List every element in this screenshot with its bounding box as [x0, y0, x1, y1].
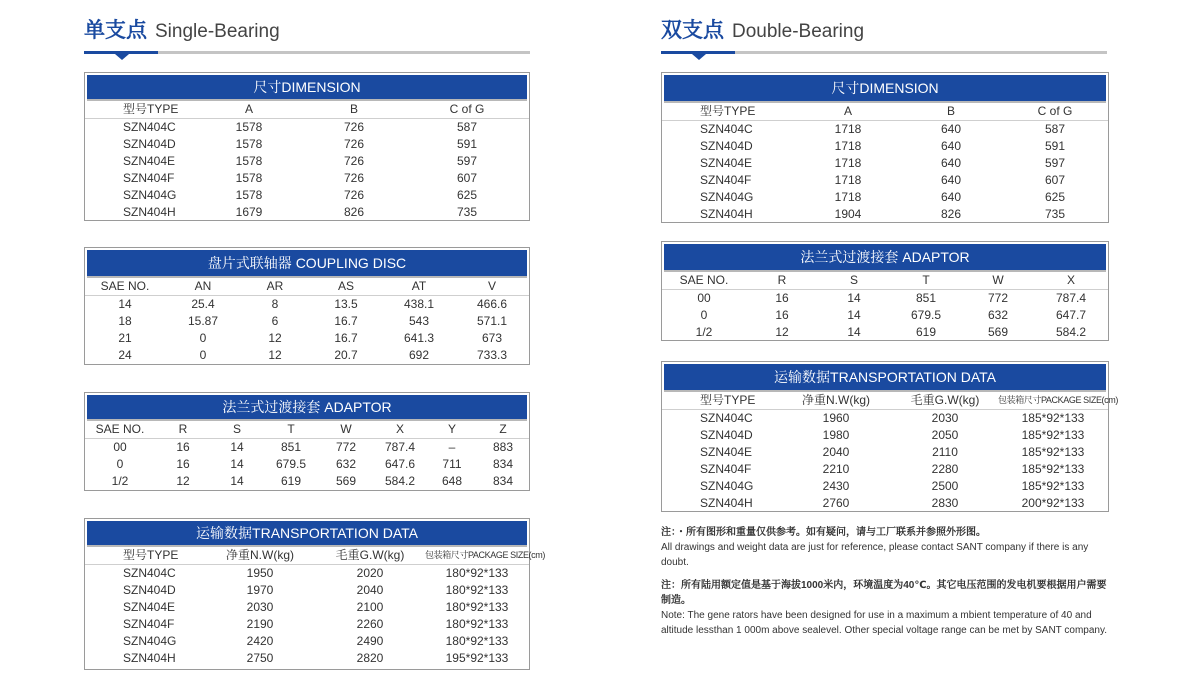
table-cell: 1980	[822, 428, 850, 442]
column-header: Y	[427, 421, 477, 439]
table-cell: SZN404F	[700, 173, 752, 187]
column-header: 包装箱尺寸PACKAGE SIZE(cm)	[998, 392, 1108, 410]
column-header: 型号TYPE	[662, 103, 796, 121]
table-cell: 640	[940, 173, 962, 187]
table-cell: 1970	[246, 583, 274, 597]
column-header: W	[962, 272, 1034, 290]
coupling-body	[85, 278, 529, 364]
column-header: V	[455, 278, 529, 296]
table-title: 运输数据TRANSPORTATION DATA	[87, 521, 527, 547]
table-cell: SZN404G	[700, 190, 754, 204]
note-2-zh: 注：所有陆用额定值是基于海拔1000米内，环境温度为40℃。其它电压范围的发电机要根据用户需要制造。	[661, 580, 1107, 606]
table-cell: 726	[343, 154, 365, 168]
table-cell: 619	[280, 474, 302, 488]
table-cell: 1578	[235, 137, 263, 151]
table-cell: 826	[940, 207, 962, 221]
table-row	[662, 138, 1108, 155]
table-cell: 625	[456, 188, 478, 202]
table-cell: SZN404D	[123, 583, 176, 597]
table-row	[85, 313, 529, 330]
table-row	[662, 121, 1108, 139]
notes	[661, 525, 1109, 646]
table-cell: SZN404C	[700, 122, 753, 136]
table-cell: 2030	[931, 411, 959, 425]
heading-en: Single-Bearing	[155, 21, 280, 42]
column-header: R	[155, 421, 211, 439]
table-grid	[85, 421, 529, 490]
table-title: 尺寸DIMENSION	[87, 75, 527, 101]
table-cell: 1960	[822, 411, 850, 425]
table-cell: 597	[1044, 156, 1066, 170]
table-title: 法兰式过渡接套 ADAPTOR	[664, 244, 1106, 272]
table-row	[85, 473, 529, 490]
table-cell: 2420	[246, 634, 274, 648]
column-header: SAE NO.	[662, 272, 746, 290]
table-cell: 14	[230, 474, 244, 488]
dimension-table	[84, 72, 530, 221]
table-cell: 1718	[834, 173, 862, 187]
table-cell: 1578	[235, 120, 263, 134]
column-header: B	[303, 101, 405, 119]
table-cell: 569	[987, 325, 1009, 339]
table-cell: 180*92*133	[445, 634, 509, 648]
table-row	[662, 307, 1108, 324]
table-cell: SZN404F	[700, 462, 752, 476]
section-heading	[661, 14, 864, 44]
table-cell: 1950	[246, 566, 274, 580]
column-header: X	[373, 421, 427, 439]
heading-underline	[661, 51, 1107, 54]
table-cell: 16.7	[334, 314, 358, 328]
transport-body	[662, 392, 1118, 512]
note-2	[661, 578, 1109, 638]
table-cell: 180*92*133	[445, 583, 509, 597]
table-cell: 2210	[822, 462, 850, 476]
table-cell: 834	[492, 457, 514, 471]
table-cell: 0	[199, 331, 207, 345]
table-cell: 12	[268, 331, 282, 345]
table-grid	[85, 278, 529, 364]
table-cell: –	[448, 440, 456, 454]
table-cell: 2260	[356, 617, 384, 631]
table-grid	[85, 101, 529, 221]
table-cell: 185*92*133	[1021, 479, 1085, 493]
section-heading	[84, 14, 280, 44]
table-cell: 1/2	[111, 474, 129, 488]
table-cell: 607	[456, 171, 478, 185]
table-row	[662, 427, 1108, 444]
table-cell: 16.7	[334, 331, 358, 345]
adaptor-body	[662, 272, 1108, 341]
adaptor-table	[661, 241, 1109, 341]
table-cell: 2110	[932, 445, 958, 459]
table-cell: 883	[492, 440, 514, 454]
table-cell: 543	[408, 314, 430, 328]
table-cell: SZN404H	[700, 207, 753, 221]
table-cell: 2020	[356, 566, 384, 580]
table-cell: 619	[915, 325, 937, 339]
table-cell: 679.5	[910, 308, 942, 322]
column-header: AS	[309, 278, 383, 296]
table-cell: 640	[940, 122, 962, 136]
table-header-row	[85, 421, 529, 439]
coupling-disc-table	[84, 247, 530, 365]
table-row	[85, 187, 529, 204]
table-row	[662, 444, 1108, 461]
table-cell: 591	[456, 137, 478, 151]
table-row	[662, 478, 1108, 495]
table-cell: 2500	[931, 479, 959, 493]
table-cell: 2050	[931, 428, 959, 442]
table-cell: 2430	[822, 479, 850, 493]
table-cell: 726	[343, 171, 365, 185]
table-cell: 826	[343, 205, 365, 219]
table-cell: 569	[335, 474, 357, 488]
table-cell: 726	[343, 137, 365, 151]
table-cell: 25.4	[191, 297, 215, 311]
adaptor-body	[85, 421, 529, 490]
table-cell: SZN404D	[700, 139, 753, 153]
table-cell: SZN404E	[123, 154, 176, 168]
column-header: 型号TYPE	[85, 547, 205, 565]
table-cell: 12	[775, 325, 789, 339]
table-row	[662, 155, 1108, 172]
dimension-body	[85, 101, 529, 221]
table-cell: 16	[775, 308, 789, 322]
table-cell: 632	[987, 308, 1009, 322]
table-cell: SZN404E	[700, 156, 753, 170]
table-grid	[662, 103, 1108, 223]
column-header: W	[319, 421, 373, 439]
column-header: 净重N.W(kg)	[780, 392, 892, 410]
table-cell: 466.6	[476, 297, 508, 311]
table-cell: SZN404C	[123, 120, 176, 134]
table-cell: 20.7	[334, 348, 358, 362]
table-cell: 673	[481, 331, 503, 345]
table-row	[85, 170, 529, 187]
note-1-en: All drawings and weight data are just for reference, please contact SANT company if there is any doubt.	[661, 542, 1089, 568]
table-cell: SZN404E	[700, 445, 753, 459]
table-cell: 851	[915, 291, 937, 305]
table-cell: SZN404D	[700, 428, 753, 442]
table-cell: SZN404H	[700, 496, 753, 510]
table-cell: 14	[847, 308, 861, 322]
table-cell: 648	[441, 474, 463, 488]
table-cell: 640	[940, 139, 962, 153]
table-cell: 12	[176, 474, 190, 488]
dimension-body	[662, 103, 1108, 223]
table-cell: 12	[268, 348, 282, 362]
table-cell: 851	[280, 440, 302, 454]
table-row	[85, 565, 529, 583]
table-cell: 2030	[246, 600, 274, 614]
table-cell: SZN404E	[123, 600, 176, 614]
table-cell: 16	[775, 291, 789, 305]
table-cell: 772	[987, 291, 1009, 305]
heading-zh: 双支点	[661, 19, 724, 42]
table-row	[85, 330, 529, 347]
table-row	[662, 206, 1108, 223]
table-row	[85, 599, 529, 616]
table-cell: 14	[847, 291, 861, 305]
table-cell: 587	[456, 120, 478, 134]
table-cell: 726	[343, 188, 365, 202]
column-header: C of G	[405, 101, 529, 119]
table-cell: 2760	[822, 496, 850, 510]
table-cell: SZN404G	[123, 188, 177, 202]
table-cell: 584.2	[1055, 325, 1087, 339]
table-row	[85, 456, 529, 473]
table-cell: 2100	[356, 600, 384, 614]
table-cell: 787.4	[384, 440, 416, 454]
table-row	[662, 290, 1108, 308]
table-cell: 0	[116, 457, 124, 471]
heading-zh: 单支点	[84, 19, 147, 42]
table-row	[85, 650, 529, 667]
table-row	[85, 347, 529, 364]
column-header: 型号TYPE	[662, 392, 780, 410]
table-cell: 735	[1044, 207, 1066, 221]
column-header: B	[900, 103, 1002, 121]
table-cell: 632	[335, 457, 357, 471]
table-cell: SZN404F	[123, 617, 175, 631]
table-cell: 14	[230, 440, 244, 454]
table-cell: 1/2	[695, 325, 713, 339]
table-cell: 18	[118, 314, 132, 328]
table-cell: 1578	[235, 171, 263, 185]
table-grid	[662, 392, 1118, 512]
table-header-row	[85, 547, 529, 565]
table-row	[85, 633, 529, 650]
table-row	[85, 136, 529, 153]
column-header: SAE NO.	[85, 278, 165, 296]
table-cell: SZN404H	[123, 205, 176, 219]
table-cell: 735	[456, 205, 478, 219]
column-header: X	[1034, 272, 1108, 290]
table-title: 盘片式联轴器 COUPLING DISC	[87, 250, 527, 278]
table-cell: 185*92*133	[1021, 411, 1085, 425]
heading-arrow-icon	[692, 54, 706, 60]
table-row	[85, 439, 529, 457]
table-cell: 641.3	[403, 331, 435, 345]
table-header-row	[85, 278, 529, 296]
table-cell: 647.6	[384, 457, 416, 471]
table-cell: 00	[697, 291, 711, 305]
table-row	[85, 119, 529, 137]
table-row	[85, 153, 529, 170]
table-cell: 14	[847, 325, 861, 339]
table-cell: SZN404G	[123, 634, 177, 648]
table-cell: 679.5	[275, 457, 307, 471]
column-header: AN	[165, 278, 241, 296]
column-header: AT	[383, 278, 455, 296]
table-cell: 2040	[356, 583, 384, 597]
table-cell: 692	[408, 348, 430, 362]
table-row	[662, 495, 1108, 512]
table-cell: 787.4	[1055, 291, 1087, 305]
column-header: 毛重G.W(kg)	[315, 547, 425, 565]
table-cell: 2830	[931, 496, 959, 510]
column-header: Z	[477, 421, 529, 439]
column-header: C of G	[1002, 103, 1108, 121]
table-cell: 21	[118, 331, 132, 345]
table-cell: SZN404C	[700, 411, 753, 425]
table-cell: 2490	[356, 634, 384, 648]
table-cell: 16	[176, 457, 190, 471]
table-cell: 625	[1044, 190, 1066, 204]
column-header: A	[195, 101, 303, 119]
table-cell: 597	[456, 154, 478, 168]
table-cell: 1679	[235, 205, 263, 219]
table-row	[662, 324, 1108, 341]
column-header: R	[746, 272, 818, 290]
column-header: 毛重G.W(kg)	[892, 392, 998, 410]
transportation-table	[84, 518, 545, 670]
table-row	[85, 296, 529, 314]
table-cell: 180*92*133	[445, 617, 509, 631]
column-header: 型号TYPE	[85, 101, 195, 119]
table-header-row	[662, 103, 1108, 121]
table-cell: 2750	[246, 651, 274, 665]
table-cell: 733.3	[476, 348, 508, 362]
table-cell: 772	[335, 440, 357, 454]
heading-arrow-icon	[115, 54, 129, 60]
table-title: 法兰式过渡接套 ADAPTOR	[87, 395, 527, 421]
note-2-en: Note: The gene rators have been designed for use in a maximum a mbient temperature of 40 and altitude lessthan 1 000m above sealevel. Other special voltage range can be met by SANT company.	[661, 610, 1107, 636]
column-header: T	[890, 272, 962, 290]
transport-body	[85, 547, 545, 667]
table-header-row	[662, 392, 1108, 410]
heading-underline	[84, 51, 530, 54]
table-cell: 640	[940, 190, 962, 204]
table-cell: 200*92*133	[1021, 496, 1085, 510]
table-cell: 2040	[822, 445, 850, 459]
table-cell: 438.1	[403, 297, 435, 311]
table-row	[85, 616, 529, 633]
table-row	[85, 204, 529, 221]
transportation-table	[661, 361, 1118, 512]
column-header: SAE NO.	[85, 421, 155, 439]
table-grid	[85, 547, 545, 667]
table-cell: 640	[940, 156, 962, 170]
column-header: T	[263, 421, 319, 439]
adaptor-table	[84, 392, 530, 491]
table-cell: 2190	[246, 617, 274, 631]
column-header: AR	[241, 278, 309, 296]
table-cell: 1718	[834, 122, 862, 136]
table-cell: SZN404F	[123, 171, 175, 185]
table-cell: 607	[1044, 173, 1066, 187]
table-cell: 180*92*133	[445, 600, 509, 614]
table-cell: 1718	[834, 190, 862, 204]
table-cell: 2820	[356, 651, 384, 665]
table-row	[662, 461, 1108, 478]
column-header: A	[796, 103, 900, 121]
table-row	[662, 410, 1108, 428]
table-cell: 834	[492, 474, 514, 488]
table-cell: 1578	[235, 188, 263, 202]
table-cell: 1718	[834, 139, 862, 153]
table-title: 运输数据TRANSPORTATION DATA	[664, 364, 1106, 392]
table-cell: 8	[271, 297, 279, 311]
table-grid	[662, 272, 1108, 341]
table-cell: 185*92*133	[1021, 428, 1085, 442]
table-cell: 1904	[834, 207, 862, 221]
table-cell: 24	[118, 348, 132, 362]
table-row	[662, 189, 1108, 206]
table-cell: 584.2	[384, 474, 416, 488]
table-cell: 2280	[931, 462, 959, 476]
heading-en: Double-Bearing	[732, 21, 865, 42]
table-cell: 711	[442, 457, 462, 471]
table-cell: 571.1	[476, 314, 508, 328]
table-cell: 185*92*133	[1021, 445, 1085, 459]
table-cell: 15.87	[187, 314, 219, 328]
table-header-row	[662, 272, 1108, 290]
table-cell: 6	[271, 314, 279, 328]
note-1	[661, 525, 1109, 570]
table-row	[662, 172, 1108, 189]
table-cell: 591	[1044, 139, 1066, 153]
table-cell: 16	[176, 440, 190, 454]
column-header: S	[818, 272, 890, 290]
table-cell: 726	[343, 120, 365, 134]
dimension-table	[661, 72, 1109, 223]
table-title: 尺寸DIMENSION	[664, 75, 1106, 103]
table-cell: 1718	[834, 156, 862, 170]
table-cell: 180*92*133	[445, 566, 509, 580]
table-cell: 0	[700, 308, 708, 322]
table-cell: 00	[113, 440, 127, 454]
table-header-row	[85, 101, 529, 119]
note-1-zh: 注：・所有图形和重量仅供参考。如有疑问，请与工厂联系并参照外形图。	[661, 527, 986, 538]
table-cell: SZN404C	[123, 566, 176, 580]
table-row	[85, 582, 529, 599]
column-header: 净重N.W(kg)	[205, 547, 315, 565]
column-header: S	[211, 421, 263, 439]
table-cell: 14	[230, 457, 244, 471]
table-cell: 14	[118, 297, 132, 311]
table-cell: 195*92*133	[445, 651, 509, 665]
table-cell: SZN404D	[123, 137, 176, 151]
table-cell: SZN404H	[123, 651, 176, 665]
table-cell: 647.7	[1055, 308, 1087, 322]
table-cell: 587	[1044, 122, 1066, 136]
table-cell: SZN404G	[700, 479, 754, 493]
table-cell: 1578	[235, 154, 263, 168]
table-cell: 185*92*133	[1021, 462, 1085, 476]
table-cell: 0	[199, 348, 207, 362]
table-cell: 13.5	[334, 297, 358, 311]
column-header: 包装箱尺寸PACKAGE SIZE(cm)	[425, 547, 529, 565]
